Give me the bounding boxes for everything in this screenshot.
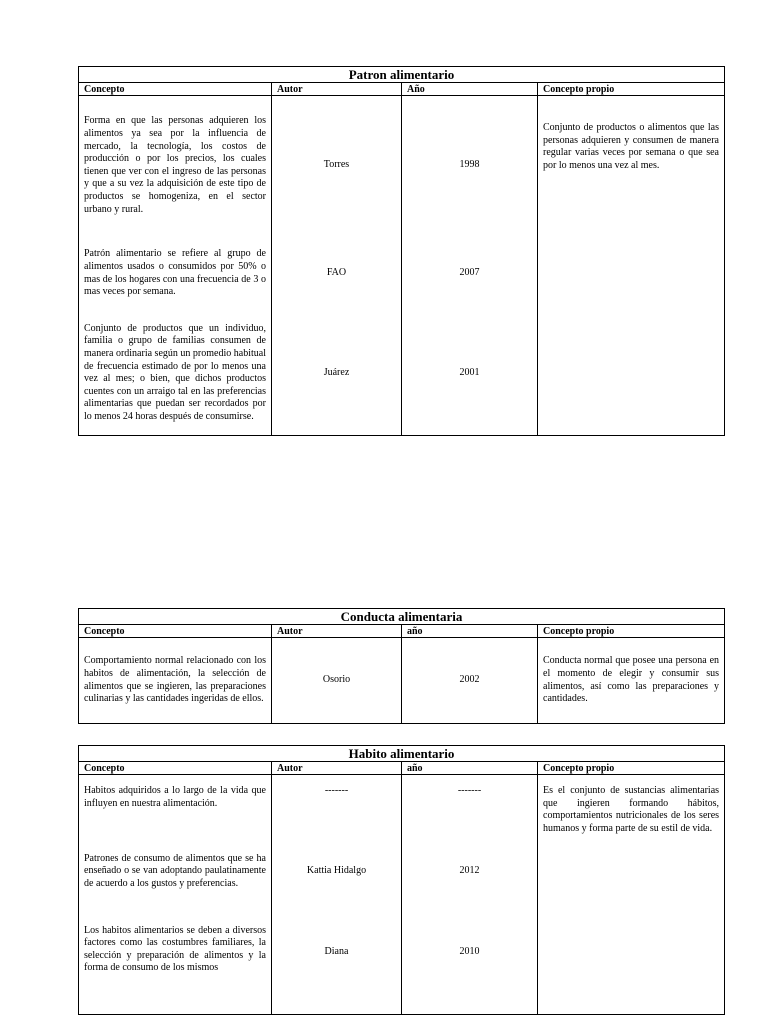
header-anio: Año bbox=[402, 83, 538, 96]
concepto-propio-cell bbox=[538, 96, 725, 436]
header-row bbox=[79, 762, 725, 775]
concepto-propio-cell bbox=[538, 638, 725, 724]
concepto-cell: Patrón alimentario se refiere al grupo de alimentos usados o consumidos por 50% o mas de los hogares con una frecuencia de 3 o mas veces por semana. bbox=[79, 236, 272, 312]
table-row bbox=[79, 96, 725, 236]
concepto-propio-text: Es el conjunto de sustancias alimentarias que ingieren formando hábitos, comportamientos nutricionales de los seres humanos y forma parte de su estil de vida. bbox=[543, 785, 720, 834]
concepto-cell: Habitos adquiridos a lo largo de la vida que influyen en nuestra alimentación. bbox=[79, 775, 272, 835]
header-concepto-propio: Concepto propio bbox=[538, 762, 725, 775]
concepto-cell: Comportamiento normal relacionado con los habitos de alimentación, la selección de alimentos que se ingieren, las preparaciones culinarias y las cantidades ingeridas de ellos. bbox=[79, 638, 272, 724]
table-row bbox=[79, 775, 725, 835]
table-title: Habito alimentario bbox=[79, 746, 725, 762]
anio-cell: ------- bbox=[402, 775, 538, 835]
concepto-cell: Forma en que las personas adquieren los alimentos ya sea por la influencia de mercado, la tecnología, los costos de producción o por los precios, los cuales tienen que ver con el ingreso de las personas y que a su vez la adquisición de este tipo de productos se homogeniza, en el sector urbano y rural. bbox=[79, 96, 272, 236]
table-title: Conducta alimentaria bbox=[79, 609, 725, 625]
header-concepto: Concepto bbox=[79, 625, 272, 638]
header-autor: Autor bbox=[272, 625, 402, 638]
header-concepto: Concepto bbox=[79, 83, 272, 96]
conducta-alimentaria-table bbox=[78, 608, 725, 724]
table-row bbox=[79, 638, 725, 724]
patron-alimentario-table bbox=[78, 66, 725, 436]
autor-cell: Kattia Hidalgo bbox=[272, 835, 402, 909]
header-row bbox=[79, 625, 725, 638]
table-title: Patron alimentario bbox=[79, 67, 725, 83]
concepto-propio-text: Conducta normal que posee una persona en el momento de elegir y consumir sus alimentos, así como las preparaciones y cantidades. bbox=[543, 655, 720, 705]
autor-cell: FAO bbox=[272, 236, 402, 312]
header-concepto-propio: Concepto propio bbox=[538, 83, 725, 96]
autor-cell: Juárez bbox=[272, 312, 402, 436]
autor-cell: Osorio bbox=[272, 638, 402, 724]
header-row bbox=[79, 83, 725, 96]
anio-cell: 2010 bbox=[402, 909, 538, 1015]
anio-cell: 2002 bbox=[402, 638, 538, 724]
anio-cell: 1998 bbox=[402, 96, 538, 236]
anio-cell: 2007 bbox=[402, 236, 538, 312]
autor-cell: Torres bbox=[272, 96, 402, 236]
header-anio: año bbox=[402, 762, 538, 775]
header-concepto: Concepto bbox=[79, 762, 272, 775]
concepto-cell: Patrones de consumo de alimentos que se ha enseñado o se van adoptando paulatinamente de acuerdo a los gustos y preferencias. bbox=[79, 835, 272, 909]
concepto-cell: Los habitos alimentarios se deben a diversos factores como las costumbres familiares, la selección y preparación de alimentos y la forma de consumo de los mismos bbox=[79, 909, 272, 1015]
header-autor: Autor bbox=[272, 83, 402, 96]
autor-cell: Diana bbox=[272, 909, 402, 1015]
header-autor: Autor bbox=[272, 762, 402, 775]
header-anio: año bbox=[402, 625, 538, 638]
concepto-propio-text: Conjunto de productos o alimentos que las personas adquieren y consumen de manera regular varias veces por semana o que sea por lo menos una vez al mes. bbox=[543, 122, 719, 171]
autor-cell: ------- bbox=[272, 775, 402, 835]
anio-cell: 2001 bbox=[402, 312, 538, 436]
header-concepto-propio: Concepto propio bbox=[538, 625, 725, 638]
anio-cell: 2012 bbox=[402, 835, 538, 909]
concepto-propio-cell bbox=[538, 775, 725, 1015]
habito-alimentario-table bbox=[78, 745, 725, 1015]
concepto-cell: Conjunto de productos que un individuo, familia o grupo de familias consumen de manera ordinaria según un promedio habitual de frecuencia estimado de por lo menos una vez al mes; o bien, que dichos productos cuentes con un arraigo tal en las preferencias alimentarias que puedan ser recordados por lo menos 24 horas después de consumirse. bbox=[79, 312, 272, 436]
